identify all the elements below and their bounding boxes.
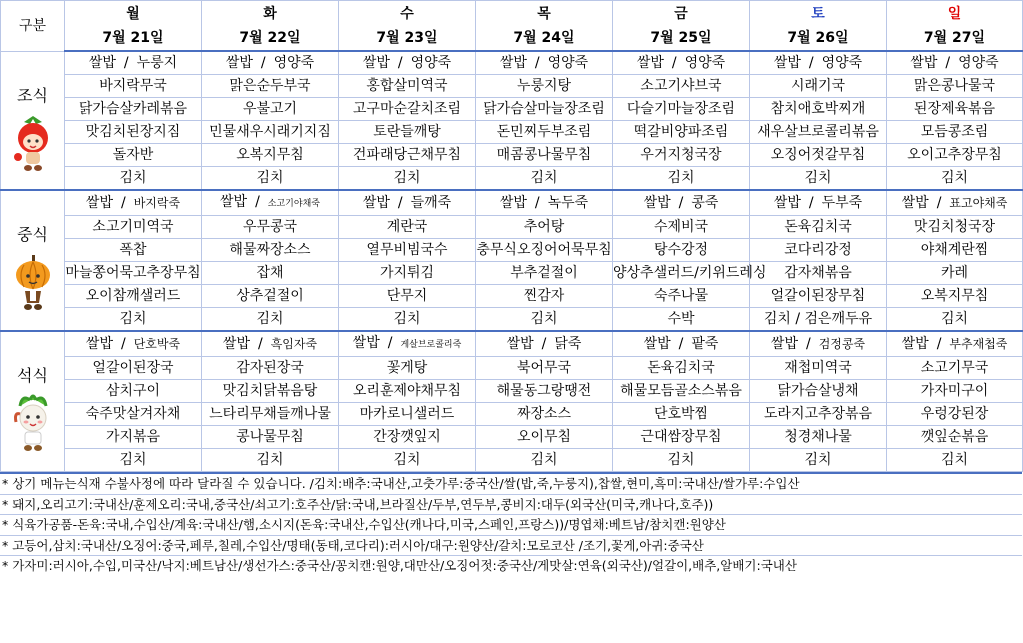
meal-label: 석식 <box>17 366 48 385</box>
day-date: 7월 27일 <box>887 27 1023 51</box>
menu-item: 김치 <box>887 308 1023 332</box>
menu-item: 단무지 <box>339 285 476 308</box>
meal-label-cell <box>1 190 65 331</box>
menu-item: 민물새우시래기지짐 <box>202 121 339 144</box>
menu-cell-rice <box>202 51 339 75</box>
day-date: 7월 24일 <box>476 27 613 51</box>
rice-item: 쌀밥 <box>643 336 671 352</box>
porridge-item: 콩죽 <box>691 195 719 211</box>
menu-item: 탕수강정 <box>613 239 750 262</box>
rice-item: 쌀밥 <box>88 55 116 71</box>
menu-item: 근대쌈장무침 <box>613 426 750 449</box>
menu-cell-rice <box>887 190 1023 216</box>
separator: / <box>387 335 393 351</box>
menu-item: 오복지무침 <box>202 144 339 167</box>
menu-item: 우렁강된장 <box>887 403 1023 426</box>
menu-item: 오징어젓갈무침 <box>750 144 887 167</box>
pumpkin-character-icon <box>10 251 56 313</box>
menu-item: 맛김치청국장 <box>887 216 1023 239</box>
menu-item: 얼갈이된장무침 <box>750 285 887 308</box>
day-name: 토 <box>750 1 887 28</box>
menu-item: 오이무침 <box>476 426 613 449</box>
menu-cell-rice <box>339 331 476 357</box>
rice-item: 쌀밥 <box>910 55 938 71</box>
menu-item: 단호박찜 <box>613 403 750 426</box>
menu-item: 얼갈이된장국 <box>65 357 202 380</box>
menu-item: 김치 <box>476 308 613 332</box>
menu-item: 다슬기마늘장조림 <box>613 98 750 121</box>
menu-item: 새우살브로콜리볶음 <box>750 121 887 144</box>
day-name: 월 <box>65 1 202 28</box>
rice-item: 쌀밥 <box>85 336 113 352</box>
separator: / <box>936 195 942 211</box>
menu-item: 김치 <box>476 167 613 191</box>
separator: / <box>120 195 126 211</box>
menu-item: 김치 <box>339 308 476 332</box>
separator: / <box>397 195 403 211</box>
menu-item: 가자미구이 <box>887 380 1023 403</box>
menu-item: 삼치구이 <box>65 380 202 403</box>
menu-cell-rice <box>65 190 202 216</box>
separator: / <box>255 194 260 210</box>
separator: / <box>123 55 129 71</box>
separator: / <box>120 336 126 352</box>
meal-label: 중식 <box>17 225 48 244</box>
menu-item: 매콤콩나물무침 <box>476 144 613 167</box>
menu-item: 우무콩국 <box>202 216 339 239</box>
menu-cell-rice <box>750 51 887 75</box>
day-name: 일 <box>887 1 1023 28</box>
menu-item: 열무비빔국수 <box>339 239 476 262</box>
porridge-item: 소고기야채죽 <box>267 199 320 209</box>
rice-item: 쌀밥 <box>643 195 671 211</box>
menu-item: 소고기미역국 <box>65 216 202 239</box>
menu-item: 김치 <box>750 167 887 191</box>
menu-item: 돈육김치국 <box>750 216 887 239</box>
menu-cell-rice <box>339 51 476 75</box>
menu-item: 떡갈비양파조림 <box>613 121 750 144</box>
origin-note: * 상기 메뉴는식재 수불사정에 따라 달라질 수 있습니다. /김치:배추:국내산,고춧가루:중국산/쌀(밥,죽,누룽지),찹쌀,현미,흑미:국내산/쌀가루:수입산 <box>0 474 1022 495</box>
porridge-item: 영양죽 <box>684 55 726 71</box>
day-name: 수 <box>339 1 476 28</box>
menu-item: 콩나물무침 <box>202 426 339 449</box>
menu-item: 폭찹 <box>65 239 202 262</box>
rice-item: 쌀밥 <box>362 195 390 211</box>
menu-item: 고구마순갈치조림 <box>339 98 476 121</box>
menu-item: 맑은콩나물국 <box>887 75 1023 98</box>
meal-label-cell <box>1 51 65 190</box>
menu-item: 숙주맛살겨자채 <box>65 403 202 426</box>
menu-item: 돈민찌두부조림 <box>476 121 613 144</box>
menu-item: 카레 <box>887 262 1023 285</box>
menu-item: 추어탕 <box>476 216 613 239</box>
rice-item: 쌀밥 <box>506 336 534 352</box>
day-date: 7월 25일 <box>613 27 750 51</box>
menu-item: 김치 <box>202 308 339 332</box>
menu-item: 시래기국 <box>750 75 887 98</box>
porridge-item: 영양죽 <box>821 55 863 71</box>
menu-cell-rice <box>476 51 613 75</box>
menu-item: 소고기무국 <box>887 357 1023 380</box>
porridge-item: 팥죽 <box>691 336 719 352</box>
menu-cell-rice <box>887 331 1023 357</box>
separator: / <box>678 336 684 352</box>
separator: / <box>945 55 951 71</box>
menu-cell-rice <box>202 331 339 357</box>
menu-item: 상추겉절이 <box>202 285 339 308</box>
meal-label-cell <box>1 331 65 472</box>
menu-item: 토란들깨탕 <box>339 121 476 144</box>
rice-item: 쌀밥 <box>773 55 801 71</box>
menu-item: 맛김치된장지짐 <box>65 121 202 144</box>
menu-item: 해물짜장소스 <box>202 239 339 262</box>
menu-item: 해물모듬골소스볶음 <box>613 380 750 403</box>
menu-cell-rice <box>202 190 339 216</box>
separator: / <box>805 336 811 352</box>
day-name: 금 <box>613 1 750 28</box>
menu-cell-rice <box>613 331 750 357</box>
menu-item: 수제비국 <box>613 216 750 239</box>
menu-item: 해물동그랑땡전 <box>476 380 613 403</box>
menu-cell-rice <box>476 331 613 357</box>
menu-cell-rice <box>613 190 750 216</box>
porridge-item: 녹두죽 <box>547 195 589 211</box>
tomato-character-icon <box>10 112 56 174</box>
menu-item: 된장제육볶음 <box>887 98 1023 121</box>
day-name: 목 <box>476 1 613 28</box>
menu-item: 김치 <box>476 449 613 472</box>
menu-cell-rice <box>65 331 202 357</box>
menu-item: 김치 <box>887 449 1023 472</box>
menu-item: 오리훈제야채무침 <box>339 380 476 403</box>
menu-item: 감자채볶음 <box>750 262 887 285</box>
menu-item: 김치 <box>339 167 476 191</box>
menu-item: 김치 <box>339 449 476 472</box>
rice-item: 쌀밥 <box>362 55 390 71</box>
menu-item: 도라지고추장볶음 <box>750 403 887 426</box>
menu-item: 부추겉절이 <box>476 262 613 285</box>
menu-cell-rice <box>750 331 887 357</box>
separator: / <box>808 195 814 211</box>
menu-item: 찐감자 <box>476 285 613 308</box>
porridge-item: 표고야채죽 <box>949 196 1008 210</box>
menu-item: 느타리무채들깨나물 <box>202 403 339 426</box>
menu-item: 깻잎순볶음 <box>887 426 1023 449</box>
menu-item: 수박 <box>613 308 750 332</box>
rice-item: 쌀밥 <box>636 55 664 71</box>
menu-item: 가지볶음 <box>65 426 202 449</box>
menu-item: 가지튀김 <box>339 262 476 285</box>
menu-item: 돌자반 <box>65 144 202 167</box>
rice-item: 쌀밥 <box>499 195 527 211</box>
menu-item: 오복지무침 <box>887 285 1023 308</box>
menu-item: 재첩미역국 <box>750 357 887 380</box>
menu-item: 닭가슴살카레볶음 <box>65 98 202 121</box>
porridge-item: 바지락죽 <box>133 196 181 210</box>
origin-note: * 가자미:러시아,수입,미국산/낙지:베트남산/생선가스:중국산/꽁치캔:원양,대만산/오징어젓:중국산/게맛살:연육(외국산)/얼갈이,배추,알배기:국내산 <box>2 558 797 574</box>
separator: / <box>257 336 263 352</box>
menu-item: 청경채나물 <box>750 426 887 449</box>
gubun-header: 구분 <box>1 1 65 52</box>
menu-item: 우거지청국장 <box>613 144 750 167</box>
menu-item: 닭가슴살냉채 <box>750 380 887 403</box>
porridge-item: 영양죽 <box>410 55 452 71</box>
rice-item: 쌀밥 <box>352 335 380 351</box>
rice-item: 쌀밥 <box>222 336 250 352</box>
separator: / <box>260 55 266 71</box>
separator: / <box>541 336 547 352</box>
menu-item: 마늘쫑어묵고추장무침 <box>65 262 202 285</box>
porridge-item: 영양죽 <box>547 55 589 71</box>
menu-item: 참치애호박찌개 <box>750 98 887 121</box>
separator: / <box>397 55 403 71</box>
porridge-item: 닭죽 <box>554 336 582 352</box>
porridge-item: 게살브로콜리죽 <box>400 340 462 350</box>
separator: / <box>671 55 677 71</box>
menu-item: 감자된장국 <box>202 357 339 380</box>
menu-item: 김치 <box>750 449 887 472</box>
menu-item: 김치 <box>202 449 339 472</box>
origin-note: * 돼지,오리고기:국내산/훈제오리:국내,중국산/쇠고기:호주산/닭:국내,브라질산/두부,연두부,콩비지:대두(외국산(미국,캐나다,호주)) <box>0 495 1022 516</box>
day-date: 7월 26일 <box>750 27 887 51</box>
menu-item: 계란국 <box>339 216 476 239</box>
origin-notes <box>0 472 1022 576</box>
menu-item: 김치 <box>613 167 750 191</box>
menu-item: 바지락무국 <box>65 75 202 98</box>
menu-item: 우불고기 <box>202 98 339 121</box>
menu-item: 김치 <box>887 167 1023 191</box>
separator: / <box>936 336 942 352</box>
origin-note: * 고등어,삼치:국내산/오징어:중국,페루,칠레,수입산/명태(동태,코다리):러시아/대구:원양산/갈치:모로코산 /조기,꽃게,아귀:중국산 <box>0 536 1022 557</box>
day-date: 7월 21일 <box>65 27 202 51</box>
origin-note: * 식육가공품-돈육:국내,수입산/계육:국내산/햄,소시지(돈육:국내산,수입산(캐나다,미국,스페인,프랑스))/명엽채:베트남/참치캔:원양산 <box>0 515 1022 536</box>
menu-item: 건파래당근채무침 <box>339 144 476 167</box>
menu-item: 오이고추장무침 <box>887 144 1023 167</box>
menu-item: 충무식오징어어묵무침 <box>476 239 613 262</box>
menu-item: 코다리강정 <box>750 239 887 262</box>
separator: / <box>534 195 540 211</box>
menu-item: 김치 <box>613 449 750 472</box>
porridge-item: 누룽지 <box>136 55 178 71</box>
porridge-item: 흑임자죽 <box>270 337 318 351</box>
menu-item: 짜장소스 <box>476 403 613 426</box>
menu-item: 모듬콩조림 <box>887 121 1023 144</box>
menu-item: 돈육김치국 <box>613 357 750 380</box>
porridge-item: 부추재첩죽 <box>949 337 1008 351</box>
menu-item: 김치 <box>65 449 202 472</box>
rice-item: 쌀밥 <box>499 55 527 71</box>
porridge-item: 두부죽 <box>821 195 863 211</box>
menu-item: 홍합살미역국 <box>339 75 476 98</box>
menu-item: 간장깻잎지 <box>339 426 476 449</box>
menu-item: 잡채 <box>202 262 339 285</box>
menu-item: 김치 <box>65 308 202 332</box>
menu-cell-rice <box>613 51 750 75</box>
porridge-item: 단호박죽 <box>133 337 181 351</box>
separator: / <box>678 195 684 211</box>
day-date: 7월 22일 <box>202 27 339 51</box>
menu-cell-rice <box>750 190 887 216</box>
rice-item: 쌀밥 <box>773 195 801 211</box>
menu-item: 꽃게탕 <box>339 357 476 380</box>
menu-item: 숙주나물 <box>613 285 750 308</box>
menu-cell-rice <box>476 190 613 216</box>
porridge-item: 검정콩죽 <box>818 337 866 351</box>
separator: / <box>808 55 814 71</box>
day-name: 화 <box>202 1 339 28</box>
menu-item: 마카로니샐러드 <box>339 403 476 426</box>
menu-item: 오이참깨샐러드 <box>65 285 202 308</box>
rice-item: 쌀밥 <box>225 55 253 71</box>
menu-item: 김치 <box>202 167 339 191</box>
menu-item: 양상추샐러드/키위드레싱 <box>613 262 750 285</box>
radish-character-icon <box>10 392 56 454</box>
rice-item: 쌀밥 <box>901 195 929 211</box>
separator: / <box>534 55 540 71</box>
menu-item: 북어무국 <box>476 357 613 380</box>
menu-cell-rice <box>887 51 1023 75</box>
day-date: 7월 23일 <box>339 27 476 51</box>
menu-cell-rice <box>339 190 476 216</box>
menu-item: 야채계란찜 <box>887 239 1023 262</box>
rice-item: 쌀밥 <box>85 195 113 211</box>
meal-label: 조식 <box>17 85 48 105</box>
rice-item: 쌀밥 <box>901 336 929 352</box>
menu-item: 소고기샤브국 <box>613 75 750 98</box>
rice-item: 쌀밥 <box>770 336 798 352</box>
porridge-item: 영양죽 <box>958 55 999 71</box>
menu-item: 맛김치닭볶음탕 <box>202 380 339 403</box>
porridge-item: 들깨죽 <box>410 195 452 211</box>
menu-item: 닭가슴살마늘장조림 <box>476 98 613 121</box>
rice-item: 쌀밥 <box>220 194 248 210</box>
menu-cell-rice <box>65 51 202 75</box>
menu-item: 누룽지탕 <box>476 75 613 98</box>
menu-item: 맑은순두부국 <box>202 75 339 98</box>
menu-item: 김치 / 검은깨두유 <box>750 308 887 332</box>
menu-item: 김치 <box>65 167 202 191</box>
porridge-item: 영양죽 <box>273 55 315 71</box>
